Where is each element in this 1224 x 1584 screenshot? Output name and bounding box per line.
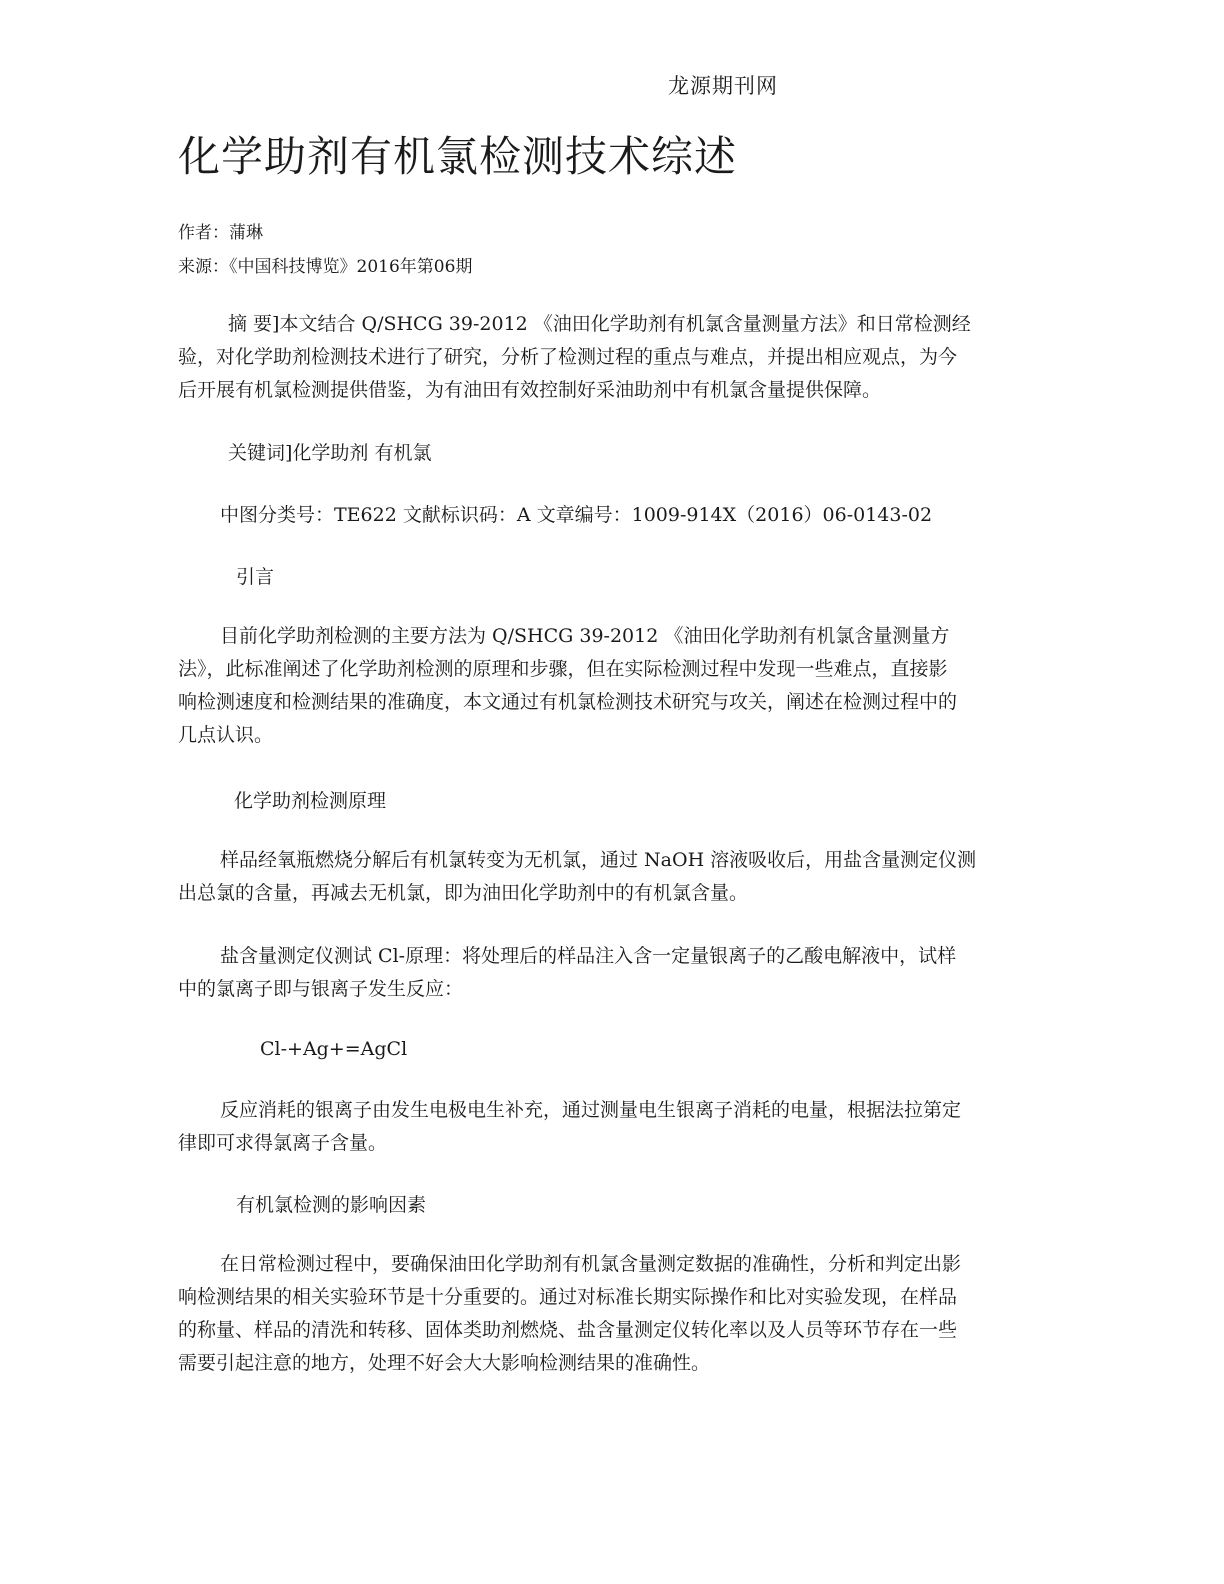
factors-line: 响检测结果的相关实验环节是十分重要的。通过对标准长期实际操作和比对实验发现，在样品 <box>178 1286 958 1308</box>
keywords: 关键词]化学助剂 有机氯 <box>228 442 432 464</box>
abstract-line: 摘 要]本文结合 Q/SHCG 39-2012 《油田化学助剂有机氯含量测量方法》和日常检测经 <box>228 313 971 335</box>
article-source: 来源：《中国科技博览》2016年第06期 <box>178 257 473 277</box>
article-author: 作者：蒲琳 <box>178 223 263 243</box>
section-heading-intro: 引言 <box>236 566 275 588</box>
factors-line: 的称量、样品的清洗和转移、固体类助剂燃烧、盐含量测定仪转化率以及人员等环节存在一些 <box>178 1319 958 1341</box>
site-name: 龙源期刊网 <box>668 74 778 98</box>
intro-line: 法》，此标准阐述了化学助剂检测的原理和步骤，但在实际检测过程中发现一些难点，直接影 <box>178 658 948 680</box>
principle-paragraph-3 <box>178 1094 1038 1160</box>
abstract-line: 验，对化学助剂检测技术进行了研究，分析了检测过程的重点与难点，并提出相应观点，为今 <box>178 346 958 368</box>
intro-line: 目前化学助剂检测的主要方法为 Q/SHCG 39-2012 《油田化学助剂有机氯含量测量方 <box>220 625 950 647</box>
reaction-equation: Cl-+Ag+=AgCl <box>260 1038 408 1060</box>
principle-line: 中的氯离子即与银离子发生反应： <box>178 978 464 1000</box>
intro-paragraph <box>178 620 1038 752</box>
section-heading-principle: 化学助剂检测原理 <box>234 790 387 812</box>
abstract <box>178 308 1038 407</box>
principle-line: 盐含量测定仪测试 Cl-原理：将处理后的样品注入含一定量银离子的乙酸电解液中，试样 <box>220 945 957 967</box>
principle-line: 反应消耗的银离子由发生电极电生补充，通过测量电生银离子消耗的电量，根据法拉第定 <box>220 1099 962 1121</box>
factors-line: 在日常检测过程中，要确保油田化学助剂有机氯含量测定数据的准确性，分析和判定出影 <box>220 1253 962 1275</box>
principle-paragraph-2 <box>178 940 1038 1006</box>
abstract-line: 后开展有机氯检测提供借鉴，为有油田有效控制好采油助剂中有机氯含量提供保障。 <box>178 379 882 401</box>
intro-line: 响检测速度和检测结果的准确度，本文通过有机氯检测技术研究与攻关，阐述在检测过程中的 <box>178 691 958 713</box>
article-title: 化学助剂有机氯检测技术综述 <box>178 132 738 181</box>
principle-line: 律即可求得氯离子含量。 <box>178 1132 388 1154</box>
section-heading-factors: 有机氯检测的影响因素 <box>236 1194 427 1216</box>
classification: 中图分类号：TE622 文献标识码：A 文章编号：1009-914X（2016）06-0143-02 <box>220 504 933 526</box>
intro-line: 几点认识。 <box>178 724 274 746</box>
factors-line: 需要引起注意的地方，处理不好会大大影响检测结果的准确性。 <box>178 1352 711 1374</box>
principle-line: 出总氯的含量，再减去无机氯，即为油田化学助剂中的有机氯含量。 <box>178 882 749 904</box>
principle-paragraph-1 <box>178 844 1038 910</box>
principle-line: 样品经氧瓶燃烧分解后有机氯转变为无机氯，通过 NaOH 溶液吸收后，用盐含量测定仪测 <box>220 849 977 871</box>
factors-paragraph <box>178 1248 1038 1380</box>
